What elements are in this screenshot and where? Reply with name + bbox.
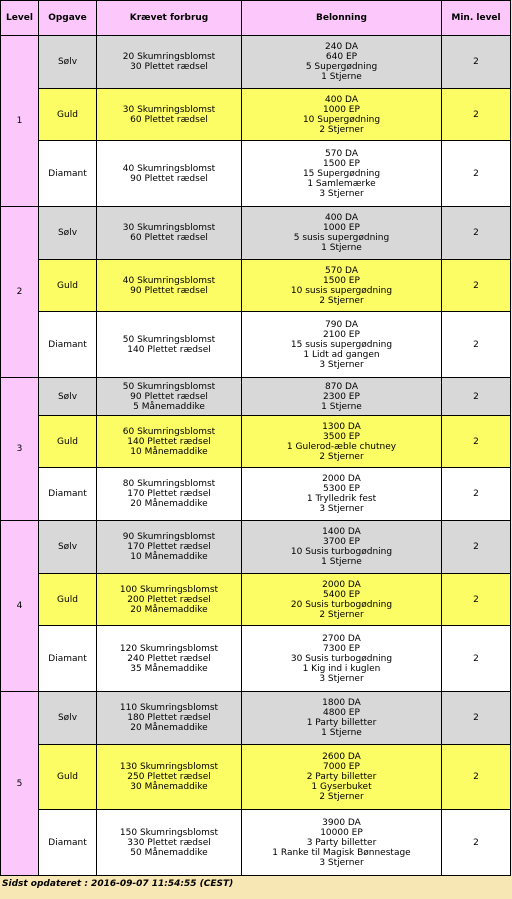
- level-cell: 4: [1, 521, 39, 692]
- reward-line: 3 Stjerner: [319, 673, 364, 684]
- table-row: [1, 141, 511, 207]
- reward-line: 2 Stjerner: [319, 124, 364, 135]
- min-level-cell: 2: [442, 89, 511, 141]
- min-level-cell: 2: [442, 416, 511, 468]
- level-cell: 1: [1, 36, 39, 207]
- table-row: [1, 521, 511, 574]
- required-line: 330 Plettet rædsel: [127, 837, 211, 848]
- reward-line: 3 Stjerner: [319, 857, 364, 868]
- required-line: 250 Plettet rædsel: [127, 772, 211, 782]
- table-row: [1, 207, 511, 260]
- reward-line: 2000 DA: [322, 474, 361, 484]
- table-row: [1, 260, 511, 312]
- reward-line: 1 Trylledrik fest: [306, 494, 377, 504]
- reward-cell: [242, 574, 442, 626]
- required-line: 30 Skumringsblomst: [122, 223, 216, 233]
- task-cell: Sølv: [39, 521, 97, 574]
- min-level-cell: 2: [442, 141, 511, 207]
- required-cell: [97, 260, 242, 312]
- required-line: 50 Skumringsblomst: [122, 381, 216, 392]
- reward-line: 1000 EP: [323, 104, 360, 115]
- reward-line: 2100 EP: [323, 329, 360, 340]
- required-cell: [97, 692, 242, 745]
- required-line: 30 Plettet rædsel: [130, 62, 208, 72]
- required-line: 200 Plettet rædsel: [127, 594, 211, 605]
- min-level-cell: 2: [442, 207, 511, 260]
- reward-line: 3 Stjerner: [319, 188, 364, 199]
- reward-line: 5300 EP: [323, 484, 360, 494]
- min-level-cell: 2: [442, 378, 511, 416]
- reward-cell: [242, 89, 442, 141]
- reward-line: 1800 DA: [322, 698, 361, 708]
- reward-line: 2700 DA: [322, 633, 361, 644]
- table-row: [1, 745, 511, 810]
- required-cell: [97, 378, 242, 416]
- task-cell: Guld: [39, 89, 97, 141]
- table-body: [1, 36, 511, 876]
- required-line: 140 Plettet rædsel: [127, 344, 211, 355]
- task-cell: Diamant: [39, 141, 97, 207]
- task-cell: Sølv: [39, 692, 97, 745]
- reward-cell: [242, 468, 442, 521]
- reward-line: 1300 DA: [322, 421, 361, 432]
- required-cell: [97, 89, 242, 141]
- required-line: 90 Plettet rædsel: [130, 173, 208, 184]
- required-cell: [97, 141, 242, 207]
- reward-cell: [242, 36, 442, 89]
- reward-line: 790 DA: [325, 319, 358, 330]
- reward-line: 7000 EP: [323, 762, 360, 772]
- required-line: 130 Skumringsblomst: [119, 762, 219, 772]
- min-level-cell: 2: [442, 745, 511, 810]
- required-line: 90 Plettet rædsel: [130, 391, 208, 402]
- required-line: 80 Skumringsblomst: [122, 479, 216, 489]
- required-line: 20 Månemaddike: [130, 499, 208, 509]
- header-level: Level: [1, 1, 39, 36]
- min-level-cell: 2: [442, 260, 511, 312]
- required-line: 30 Skumringsblomst: [122, 104, 216, 115]
- required-line: 90 Plettet rædsel: [130, 285, 208, 296]
- required-cell: [97, 574, 242, 626]
- reward-line: 570 DA: [325, 148, 358, 159]
- required-line: 20 Månemaddike: [130, 604, 208, 615]
- required-line: 50 Skumringsblomst: [122, 334, 216, 345]
- task-cell: Diamant: [39, 810, 97, 876]
- reward-line: 15 susis supergødning: [290, 339, 393, 350]
- reward-line: 3 Stjerner: [319, 504, 364, 514]
- reward-line: 2 Party billetter: [306, 772, 377, 782]
- task-cell: Guld: [39, 260, 97, 312]
- reward-line: 15 Supergødning: [302, 168, 381, 179]
- required-cell: [97, 36, 242, 89]
- required-cell: [97, 416, 242, 468]
- reward-line: 7300 EP: [323, 643, 360, 654]
- reward-line: 1500 EP: [323, 275, 360, 286]
- reward-line: 1400 DA: [322, 527, 361, 537]
- reward-line: 3500 EP: [323, 431, 360, 442]
- required-line: 150 Skumringsblomst: [119, 827, 219, 838]
- min-level-cell: 2: [442, 810, 511, 876]
- reward-cell: [242, 626, 442, 692]
- task-cell: Guld: [39, 416, 97, 468]
- reward-line: 570 DA: [325, 265, 358, 276]
- reward-line: 4800 EP: [323, 708, 360, 718]
- required-line: 60 Plettet rædsel: [130, 114, 208, 125]
- reward-cell: [242, 692, 442, 745]
- reward-line: 5 Supergødning: [305, 62, 378, 72]
- min-level-cell: 2: [442, 626, 511, 692]
- min-level-cell: 2: [442, 468, 511, 521]
- required-line: 20 Månemaddike: [130, 723, 208, 733]
- reward-line: 2 Stjerner: [319, 451, 364, 462]
- reward-line: 5400 EP: [323, 589, 360, 600]
- reward-line: 1 Lidt ad gangen: [303, 349, 380, 360]
- reward-line: 870 DA: [325, 381, 358, 392]
- level-cell: 2: [1, 207, 39, 378]
- reward-line: 400 DA: [325, 94, 358, 105]
- reward-line: 10 Supergødning: [302, 114, 381, 125]
- level-cell: 5: [1, 692, 39, 876]
- reward-line: 1 Stjerne: [321, 728, 362, 738]
- min-level-cell: 2: [442, 312, 511, 378]
- reward-cell: [242, 207, 442, 260]
- reward-line: 400 DA: [325, 213, 358, 223]
- required-line: 120 Skumringsblomst: [119, 643, 219, 654]
- header-row: [1, 1, 511, 36]
- reward-cell: [242, 378, 442, 416]
- required-line: 10 Månemaddike: [130, 446, 208, 457]
- required-line: 20 Skumringsblomst: [122, 52, 216, 62]
- reward-line: 1 Stjerne: [321, 557, 362, 567]
- reward-line: 10 Susis turbogødning: [290, 547, 393, 557]
- reward-line: 10000 EP: [320, 827, 363, 838]
- required-line: 170 Plettet rædsel: [127, 489, 211, 499]
- required-line: 60 Plettet rædsel: [130, 233, 208, 243]
- reward-line: 1 Stjerne: [321, 243, 362, 253]
- table-row: [1, 574, 511, 626]
- reward-line: 3900 DA: [322, 817, 361, 828]
- required-cell: [97, 521, 242, 574]
- required-line: 170 Plettet rædsel: [127, 542, 211, 552]
- min-level-cell: 2: [442, 692, 511, 745]
- required-cell: [97, 745, 242, 810]
- task-cell: Sølv: [39, 207, 97, 260]
- header-task: Opgave: [39, 1, 97, 36]
- reward-line: 1 Ranke til Magisk Bønnestage: [272, 847, 411, 858]
- reward-line: 240 DA: [325, 42, 358, 52]
- min-level-cell: 2: [442, 574, 511, 626]
- required-line: 60 Skumringsblomst: [122, 426, 216, 437]
- reward-line: 3700 EP: [323, 537, 360, 547]
- table-row: [1, 312, 511, 378]
- required-cell: [97, 810, 242, 876]
- reward-cell: [242, 810, 442, 876]
- task-cell: Diamant: [39, 312, 97, 378]
- task-cell: Guld: [39, 745, 97, 810]
- table-row: [1, 468, 511, 521]
- task-cell: Guld: [39, 574, 97, 626]
- required-line: 110 Skumringsblomst: [119, 703, 219, 713]
- task-cell: Sølv: [39, 36, 97, 89]
- reward-line: 10 susis supergødning: [290, 285, 393, 296]
- reward-line: 1 Samlemærke: [307, 178, 376, 189]
- reward-line: 2 Stjerner: [319, 609, 364, 620]
- table-row: [1, 626, 511, 692]
- reward-line: 1 Gyserbuket: [311, 782, 372, 792]
- table-row: [1, 36, 511, 89]
- reward-line: 3 Party billetter: [306, 837, 377, 848]
- required-cell: [97, 468, 242, 521]
- required-line: 40 Skumringsblomst: [122, 275, 216, 286]
- min-level-cell: 2: [442, 521, 511, 574]
- reward-cell: [242, 312, 442, 378]
- header-reward: Belonning: [242, 1, 442, 36]
- reward-line: 2 Stjerner: [319, 792, 364, 802]
- required-line: 180 Plettet rædsel: [127, 713, 211, 723]
- required-line: 90 Skumringsblomst: [122, 532, 216, 542]
- required-line: 50 Månemaddike: [130, 847, 208, 858]
- reward-cell: [242, 141, 442, 207]
- reward-line: 2300 EP: [323, 391, 360, 402]
- reward-line: 640 EP: [325, 52, 358, 62]
- required-line: 30 Månemaddike: [130, 782, 208, 792]
- task-cell: Diamant: [39, 468, 97, 521]
- required-cell: [97, 312, 242, 378]
- reward-line: 20 Susis turbogødning: [290, 599, 393, 610]
- header-required: Krævet forbrug: [97, 1, 242, 36]
- reward-line: 1000 EP: [323, 223, 360, 233]
- reward-line: 1 Stjerne: [321, 401, 362, 412]
- reward-cell: [242, 416, 442, 468]
- reward-cell: [242, 260, 442, 312]
- required-line: 35 Månemaddike: [130, 663, 208, 674]
- required-line: 140 Plettet rædsel: [127, 436, 211, 447]
- required-cell: [97, 207, 242, 260]
- reward-line: 1 Gulerod-æble chutney: [286, 441, 397, 452]
- reward-line: 1500 EP: [323, 158, 360, 169]
- reward-line: 3 Stjerner: [319, 359, 364, 370]
- task-cell: Sølv: [39, 378, 97, 416]
- table-row: [1, 810, 511, 876]
- reward-cell: [242, 745, 442, 810]
- reward-line: 2000 DA: [322, 579, 361, 590]
- required-line: 240 Plettet rædsel: [127, 653, 211, 664]
- level-cell: 3: [1, 378, 39, 521]
- table-row: [1, 416, 511, 468]
- reward-cell: [242, 521, 442, 574]
- required-line: 100 Skumringsblomst: [119, 584, 219, 595]
- required-line: 40 Skumringsblomst: [122, 163, 216, 174]
- table-row: [1, 692, 511, 745]
- reward-line: 1 Party billetter: [306, 718, 377, 728]
- table-row: [1, 89, 511, 141]
- reward-line: 1 Stjerne: [321, 72, 362, 82]
- required-line: 10 Månemaddike: [130, 552, 208, 562]
- last-updated: Sidst opdateret : 2016-09-07 11:54:55 (CEST): [2, 879, 234, 889]
- reward-line: 5 susis supergødning: [293, 233, 390, 243]
- min-level-cell: 2: [442, 36, 511, 89]
- reward-line: 30 Susis turbogødning: [290, 653, 393, 664]
- task-cell: Diamant: [39, 626, 97, 692]
- reward-line: 1 Kig ind i kuglen: [302, 663, 381, 674]
- required-line: 5 Månemaddike: [133, 401, 205, 412]
- required-cell: [97, 626, 242, 692]
- header-min-level: Min. level: [442, 1, 511, 36]
- reward-line: 2 Stjerner: [319, 295, 364, 306]
- reward-line: 2600 DA: [322, 752, 361, 762]
- table-row: [1, 378, 511, 416]
